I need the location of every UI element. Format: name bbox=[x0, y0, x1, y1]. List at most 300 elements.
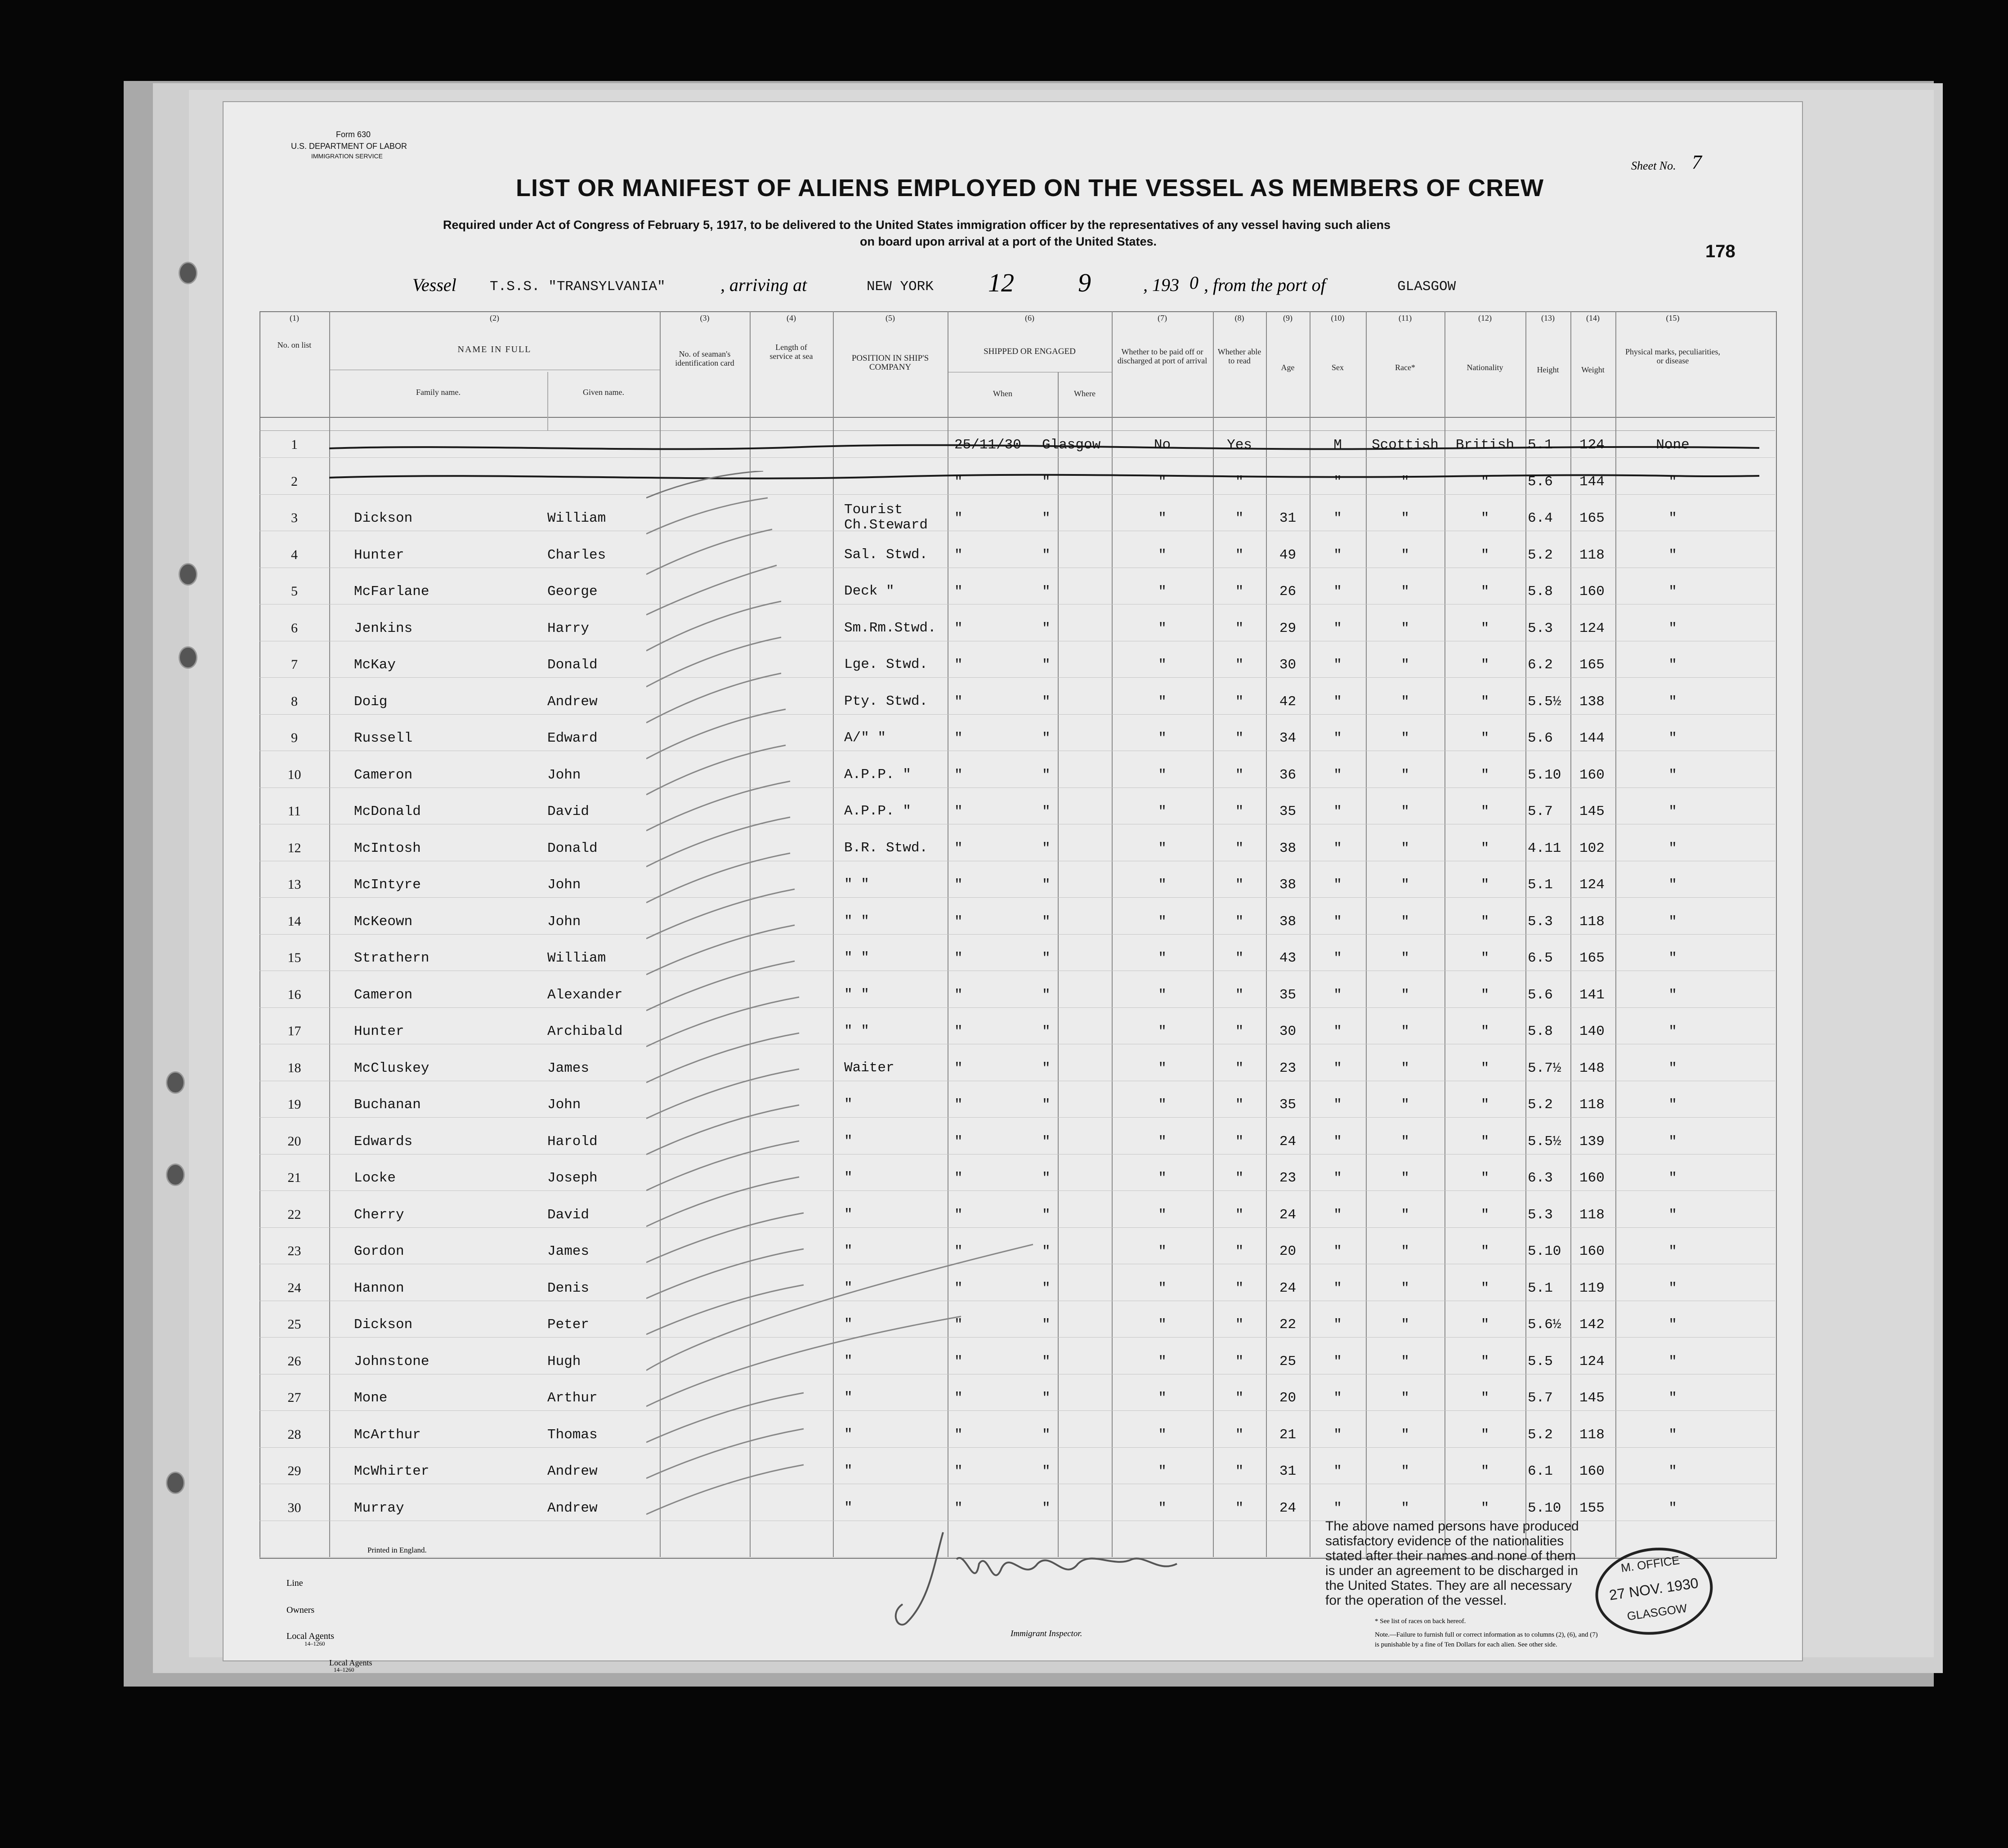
weight: 124 bbox=[1579, 437, 1605, 453]
physical-marks: " bbox=[1668, 584, 1677, 600]
paid-off: " bbox=[1158, 584, 1167, 600]
punch-hole bbox=[179, 646, 197, 669]
nationality: " bbox=[1480, 1317, 1489, 1333]
able-to-read: " bbox=[1235, 1280, 1244, 1296]
paid-off: " bbox=[1158, 547, 1167, 563]
able-to-read: " bbox=[1235, 730, 1244, 746]
row-number: 9 bbox=[291, 730, 298, 745]
shipped-where: " bbox=[1042, 694, 1051, 710]
weight: 119 bbox=[1579, 1280, 1605, 1296]
page-number: 178 bbox=[1705, 242, 1735, 261]
shipped-when: " bbox=[954, 1060, 963, 1076]
able-to-read: " bbox=[1235, 950, 1244, 966]
given-name: Denis bbox=[547, 1280, 590, 1296]
position: " bbox=[844, 1206, 853, 1222]
row-number: 28 bbox=[287, 1427, 301, 1442]
height: 5.7½ bbox=[1528, 1060, 1561, 1076]
able-to-read: " bbox=[1235, 584, 1244, 600]
height: 5.10 bbox=[1528, 1244, 1561, 1259]
age: 24 bbox=[1279, 1500, 1297, 1516]
height: 5.7 bbox=[1528, 1390, 1553, 1406]
able-to-read: " bbox=[1235, 1170, 1244, 1186]
height: 5.7 bbox=[1528, 804, 1553, 819]
physical-marks: " bbox=[1668, 1244, 1677, 1259]
family-name: McIntyre bbox=[354, 877, 421, 893]
paid-off: " bbox=[1158, 474, 1167, 490]
row-number: 27 bbox=[287, 1390, 301, 1405]
paid-off: " bbox=[1158, 1170, 1167, 1186]
able-to-read: " bbox=[1235, 913, 1244, 930]
position: " bbox=[844, 1170, 853, 1186]
paid-off: " bbox=[1158, 840, 1167, 856]
weight: 145 bbox=[1579, 804, 1605, 819]
given-name: Donald bbox=[547, 840, 598, 856]
age: 49 bbox=[1279, 547, 1297, 563]
col-14-header: Weight bbox=[1581, 365, 1605, 374]
row-number: 16 bbox=[287, 987, 301, 1002]
nationality: " bbox=[1480, 1244, 1489, 1259]
row-number: 3 bbox=[291, 510, 298, 525]
family-name: Dickson bbox=[354, 510, 413, 526]
family-name: McIntosh bbox=[354, 840, 421, 856]
position: A/" " bbox=[844, 730, 886, 746]
col-11-number: (11) bbox=[1398, 313, 1412, 322]
sex: " bbox=[1333, 620, 1342, 636]
nationality: " bbox=[1480, 1500, 1489, 1516]
shipped-where: " bbox=[1042, 1317, 1051, 1333]
physical-marks: " bbox=[1668, 1280, 1677, 1296]
sex: " bbox=[1333, 1280, 1342, 1296]
physical-marks: " bbox=[1668, 730, 1677, 746]
weight: 118 bbox=[1579, 1207, 1605, 1223]
col-6-number: (6) bbox=[1025, 313, 1034, 322]
table-row bbox=[224, 987, 1802, 1023]
table-row bbox=[224, 767, 1802, 803]
col-2b-header: Given name. bbox=[583, 388, 624, 397]
nationality: " bbox=[1480, 1060, 1489, 1076]
race: " bbox=[1401, 987, 1409, 1003]
age: 30 bbox=[1279, 1024, 1297, 1039]
row-number: 1 bbox=[291, 437, 298, 452]
race: " bbox=[1401, 1317, 1409, 1333]
agents-label-2: Local Agents bbox=[329, 1658, 372, 1667]
height: 5.5½ bbox=[1528, 694, 1561, 710]
given-name: David bbox=[547, 804, 590, 819]
paid-off: No bbox=[1154, 437, 1171, 453]
paid-off: " bbox=[1158, 804, 1167, 819]
table-row bbox=[224, 1280, 1802, 1316]
table-row bbox=[224, 584, 1802, 620]
height: 5.6 bbox=[1528, 474, 1553, 490]
height: 5.6½ bbox=[1528, 1317, 1561, 1333]
age: 35 bbox=[1279, 804, 1297, 819]
weight: 118 bbox=[1579, 1427, 1605, 1443]
shipped-where: " bbox=[1042, 877, 1051, 893]
age: 23 bbox=[1279, 1060, 1297, 1076]
age: 24 bbox=[1279, 1207, 1297, 1223]
table-row bbox=[224, 1427, 1802, 1463]
able-to-read: " bbox=[1235, 840, 1244, 856]
given-name: Hugh bbox=[547, 1353, 581, 1369]
col-13-number: (13) bbox=[1541, 313, 1555, 322]
given-name: Peter bbox=[547, 1317, 590, 1333]
sex: " bbox=[1333, 1207, 1342, 1223]
sex: " bbox=[1333, 510, 1342, 526]
table-row bbox=[224, 1024, 1802, 1060]
age: 35 bbox=[1279, 1097, 1297, 1113]
race: " bbox=[1401, 657, 1409, 673]
row-number: 20 bbox=[287, 1133, 301, 1149]
arrival-month: 9 bbox=[1078, 268, 1091, 297]
weight: 145 bbox=[1579, 1390, 1605, 1406]
col-3-header: No. of seaman's identification card bbox=[675, 349, 734, 367]
col-1-header: No. on list bbox=[277, 340, 312, 349]
position: " bbox=[844, 1243, 853, 1259]
col-3-number: (3) bbox=[700, 313, 710, 322]
col-4-header: Length of service at sea bbox=[769, 343, 813, 361]
col-12-header: Nationality bbox=[1467, 363, 1503, 372]
given-name: Andrew bbox=[547, 694, 598, 710]
race: " bbox=[1401, 584, 1409, 600]
physical-marks: " bbox=[1668, 1427, 1677, 1443]
able-to-read: " bbox=[1235, 877, 1244, 893]
family-name: Buchanan bbox=[354, 1097, 421, 1113]
height: 5.2 bbox=[1528, 547, 1553, 563]
sex: " bbox=[1333, 804, 1342, 819]
physical-marks: " bbox=[1668, 1170, 1677, 1186]
shipped-where: " bbox=[1042, 1353, 1051, 1369]
table-row bbox=[224, 1317, 1802, 1353]
header-separator-2 bbox=[259, 430, 1775, 431]
printed-note: Printed in England. bbox=[367, 1546, 427, 1554]
row-number: 2 bbox=[291, 474, 298, 489]
col-15-number: (15) bbox=[1666, 313, 1680, 322]
sex: " bbox=[1333, 913, 1342, 930]
sex: " bbox=[1333, 877, 1342, 893]
shipped-when: " bbox=[954, 1390, 963, 1406]
able-to-read: " bbox=[1235, 510, 1244, 526]
shipped-where: " bbox=[1042, 987, 1051, 1003]
family-name: McKeown bbox=[354, 913, 413, 930]
family-name: Hunter bbox=[354, 1024, 404, 1039]
row-number: 25 bbox=[287, 1317, 301, 1332]
row-number: 12 bbox=[287, 840, 301, 855]
height: 5.1 bbox=[1528, 437, 1553, 453]
family-name: McKay bbox=[354, 657, 396, 673]
form-number: Form 630 bbox=[336, 130, 371, 139]
shipped-where: " bbox=[1042, 1244, 1051, 1259]
position: " bbox=[844, 1353, 853, 1369]
paid-off: " bbox=[1158, 767, 1167, 783]
family-name: Strathern bbox=[354, 950, 429, 966]
family-name: Doig bbox=[354, 694, 388, 710]
family-name: Gordon bbox=[354, 1244, 404, 1259]
position: " " bbox=[844, 877, 869, 892]
subtitle-line-1: Required under Act of Congress of February 5, 1917, to be delivered to the United States immigration officer by the representatives of any vessel having such aliens bbox=[443, 218, 1391, 232]
nationality: " bbox=[1480, 877, 1489, 893]
col-14-number: (14) bbox=[1586, 313, 1600, 322]
race-note: * See list of races on back hereof. bbox=[1375, 1618, 1466, 1625]
position: " " bbox=[844, 1023, 869, 1039]
given-name: Andrew bbox=[547, 1463, 598, 1479]
race: " bbox=[1401, 730, 1409, 746]
able-to-read: " bbox=[1235, 1207, 1244, 1223]
able-to-read: " bbox=[1235, 1390, 1244, 1406]
shipped-when: " bbox=[954, 657, 963, 673]
shipped-where: " bbox=[1042, 1060, 1051, 1076]
given-name: James bbox=[547, 1060, 590, 1076]
paid-off: " bbox=[1158, 510, 1167, 526]
given-name: George bbox=[547, 584, 598, 600]
able-to-read: " bbox=[1235, 1133, 1244, 1150]
table-row bbox=[224, 474, 1802, 510]
physical-marks: " bbox=[1668, 950, 1677, 966]
sex: " bbox=[1333, 730, 1342, 746]
given-name: Joseph bbox=[547, 1170, 598, 1186]
col-12-number: (12) bbox=[1478, 313, 1492, 322]
given-name: John bbox=[547, 877, 581, 893]
age: 38 bbox=[1279, 877, 1297, 893]
paid-off: " bbox=[1158, 1427, 1167, 1443]
table-row bbox=[224, 1390, 1802, 1426]
nationality: " bbox=[1480, 1133, 1489, 1150]
family-name: Dickson bbox=[354, 1317, 413, 1333]
nationality: " bbox=[1480, 510, 1489, 526]
shipped-where: " bbox=[1042, 510, 1051, 526]
sex: " bbox=[1333, 1390, 1342, 1406]
nationality: " bbox=[1480, 657, 1489, 673]
shipped-where: " bbox=[1042, 1500, 1051, 1516]
nationality: " bbox=[1480, 804, 1489, 819]
weight: 118 bbox=[1579, 547, 1605, 563]
sex: " bbox=[1333, 987, 1342, 1003]
sex: " bbox=[1333, 657, 1342, 673]
able-to-read: " bbox=[1235, 657, 1244, 673]
family-name: Cameron bbox=[354, 987, 413, 1003]
nationality: " bbox=[1480, 1170, 1489, 1186]
col-5-header: POSITION IN SHIP'S COMPANY bbox=[851, 353, 929, 372]
declaration-line: is under an agreement to be discharged in bbox=[1325, 1563, 1579, 1578]
age: 38 bbox=[1279, 840, 1297, 856]
family-name: Mone bbox=[354, 1390, 388, 1406]
sex: " bbox=[1333, 840, 1342, 856]
col-5-number: (5) bbox=[885, 313, 895, 322]
declaration-line: for the operation of the vessel. bbox=[1325, 1593, 1507, 1608]
physical-marks: " bbox=[1668, 840, 1677, 856]
physical-marks: " bbox=[1668, 510, 1677, 526]
height: 4.11 bbox=[1528, 840, 1561, 856]
row-number: 15 bbox=[287, 950, 301, 965]
row-number: 10 bbox=[287, 767, 301, 782]
declaration-line: The above named persons have produced bbox=[1325, 1519, 1579, 1534]
weight: 160 bbox=[1579, 1244, 1605, 1259]
row-number: 22 bbox=[287, 1207, 301, 1222]
paid-off: " bbox=[1158, 877, 1167, 893]
given-name: Alexander bbox=[547, 987, 623, 1003]
col-9-number: (9) bbox=[1283, 313, 1292, 322]
position: " bbox=[844, 1280, 853, 1296]
weight: 118 bbox=[1579, 1097, 1605, 1113]
position: " bbox=[844, 1463, 853, 1479]
age: 24 bbox=[1279, 1280, 1297, 1296]
physical-marks: " bbox=[1668, 1500, 1677, 1516]
position: Sm.Rm.Stwd. bbox=[844, 620, 936, 636]
shipped-when: " bbox=[954, 1170, 963, 1186]
race: " bbox=[1401, 1500, 1409, 1516]
sex: " bbox=[1333, 1317, 1342, 1333]
sex: " bbox=[1333, 1133, 1342, 1150]
age: 35 bbox=[1279, 987, 1297, 1003]
given-name: David bbox=[547, 1207, 590, 1223]
shipped-when: " bbox=[954, 1353, 963, 1369]
sex: " bbox=[1333, 547, 1342, 563]
shipped-where: " bbox=[1042, 657, 1051, 673]
family-name: Jenkins bbox=[354, 620, 413, 636]
race: " bbox=[1401, 1244, 1409, 1259]
row-number: 19 bbox=[287, 1097, 301, 1112]
race: " bbox=[1401, 1427, 1409, 1443]
race: " bbox=[1401, 694, 1409, 710]
department: U.S. DEPARTMENT OF LABOR bbox=[291, 142, 407, 151]
family-name: Locke bbox=[354, 1170, 396, 1186]
race: " bbox=[1401, 474, 1409, 490]
declaration-line: stated after their names and none of them bbox=[1325, 1548, 1576, 1563]
age: 21 bbox=[1279, 1427, 1297, 1443]
punch-hole bbox=[166, 1163, 185, 1186]
shipped-when: " bbox=[954, 547, 963, 563]
age: 43 bbox=[1279, 950, 1297, 966]
arrival-day: 12 bbox=[988, 268, 1014, 297]
col-2-number: (2) bbox=[490, 313, 499, 322]
age: 22 bbox=[1279, 1317, 1297, 1333]
age: 29 bbox=[1279, 620, 1297, 636]
shipped-where: " bbox=[1042, 1097, 1051, 1113]
sex: " bbox=[1333, 1244, 1342, 1259]
col-2-header: NAME IN FULL bbox=[457, 345, 532, 354]
agents-label: Local Agents bbox=[286, 1631, 335, 1641]
shipped-when: " bbox=[954, 767, 963, 783]
shipped-where: " bbox=[1042, 1170, 1051, 1186]
row-number: 5 bbox=[291, 584, 298, 599]
sex: " bbox=[1333, 1500, 1342, 1516]
given-name: Arthur bbox=[547, 1390, 598, 1406]
row-number: 4 bbox=[291, 547, 298, 562]
physical-marks: " bbox=[1668, 1463, 1677, 1479]
nationality: " bbox=[1480, 1427, 1489, 1443]
able-to-read: " bbox=[1235, 767, 1244, 783]
row-number: 14 bbox=[287, 913, 301, 929]
paid-off: " bbox=[1158, 950, 1167, 966]
physical-marks: " bbox=[1668, 1317, 1677, 1333]
race: " bbox=[1401, 913, 1409, 930]
race: " bbox=[1401, 1060, 1409, 1076]
col-divider-sub bbox=[547, 372, 548, 430]
table-row bbox=[224, 502, 1802, 546]
paid-off: " bbox=[1158, 657, 1167, 673]
position: " bbox=[844, 1096, 853, 1112]
sex: " bbox=[1333, 1060, 1342, 1076]
weight: 124 bbox=[1579, 620, 1605, 636]
family-name: Russell bbox=[354, 730, 413, 746]
nationality: " bbox=[1480, 767, 1489, 783]
height: 5.2 bbox=[1528, 1097, 1553, 1113]
punch-hole bbox=[179, 262, 197, 284]
race: " bbox=[1401, 1024, 1409, 1039]
sex: " bbox=[1333, 1097, 1342, 1113]
height: 5.1 bbox=[1528, 877, 1553, 893]
col-6b-header: Where bbox=[1074, 389, 1096, 398]
inspector-label: Immigrant Inspector. bbox=[1011, 1629, 1082, 1638]
paid-off: " bbox=[1158, 1500, 1167, 1516]
declaration-line: the United States. They are all necessary bbox=[1325, 1578, 1572, 1593]
able-to-read: " bbox=[1235, 1463, 1244, 1479]
table-row bbox=[224, 804, 1802, 840]
sex: " bbox=[1333, 1170, 1342, 1186]
col-7-header: Whether to be paid off or discharged at port of arrival bbox=[1117, 347, 1207, 365]
age: 31 bbox=[1279, 510, 1297, 526]
table-row bbox=[224, 1354, 1802, 1390]
position: " " bbox=[844, 913, 869, 929]
family-name: Murray bbox=[354, 1500, 404, 1516]
position: " bbox=[844, 1499, 853, 1516]
given-name: William bbox=[547, 950, 606, 966]
table-row bbox=[224, 657, 1802, 693]
weight: 102 bbox=[1579, 840, 1605, 856]
vessel-label: Vessel bbox=[412, 275, 456, 295]
nationality: " bbox=[1480, 913, 1489, 930]
table-row bbox=[224, 877, 1802, 913]
physical-marks: " bbox=[1668, 694, 1677, 710]
family-name: McCluskey bbox=[354, 1060, 429, 1076]
physical-marks: " bbox=[1668, 1207, 1677, 1223]
sex: " bbox=[1333, 584, 1342, 600]
shipped-where: " bbox=[1042, 1427, 1051, 1443]
nationality: " bbox=[1480, 694, 1489, 710]
shipped-when: 25/11/30 bbox=[954, 437, 1021, 453]
height: 6.3 bbox=[1528, 1170, 1553, 1186]
weight: 165 bbox=[1579, 657, 1605, 673]
height: 5.6 bbox=[1528, 730, 1553, 746]
weight: 160 bbox=[1579, 1170, 1605, 1186]
shipped-when: " bbox=[954, 877, 963, 893]
paid-off: " bbox=[1158, 1133, 1167, 1150]
weight: 124 bbox=[1579, 1353, 1605, 1369]
race: " bbox=[1401, 767, 1409, 783]
owners-label: Owners bbox=[286, 1605, 315, 1615]
row-number: 21 bbox=[287, 1170, 301, 1185]
nationality: " bbox=[1480, 987, 1489, 1003]
fine-note-1: Note.—Failure to furnish full or correct information as to columns (2), (6), and (7) bbox=[1375, 1631, 1598, 1638]
sex: " bbox=[1333, 950, 1342, 966]
sex: " bbox=[1333, 1427, 1342, 1443]
height: 5.8 bbox=[1528, 584, 1553, 600]
shipped-where: " bbox=[1042, 1133, 1051, 1150]
height: 5.2 bbox=[1528, 1427, 1553, 1443]
able-to-read: " bbox=[1235, 1427, 1244, 1443]
row-number: 29 bbox=[287, 1463, 301, 1478]
age: 20 bbox=[1279, 1244, 1297, 1259]
page-title: LIST OR MANIFEST OF ALIENS EMPLOYED ON THE VESSEL AS MEMBERS OF CREW bbox=[516, 175, 1544, 201]
given-name: William bbox=[547, 510, 606, 526]
position: " bbox=[844, 1426, 853, 1442]
shipped-when: " bbox=[954, 620, 963, 636]
nationality: " bbox=[1480, 950, 1489, 966]
shipped-where: " bbox=[1042, 913, 1051, 930]
family-name: McFarlane bbox=[354, 584, 429, 600]
table-row bbox=[224, 1170, 1802, 1206]
given-name: John bbox=[547, 913, 581, 930]
nationality: " bbox=[1480, 840, 1489, 856]
